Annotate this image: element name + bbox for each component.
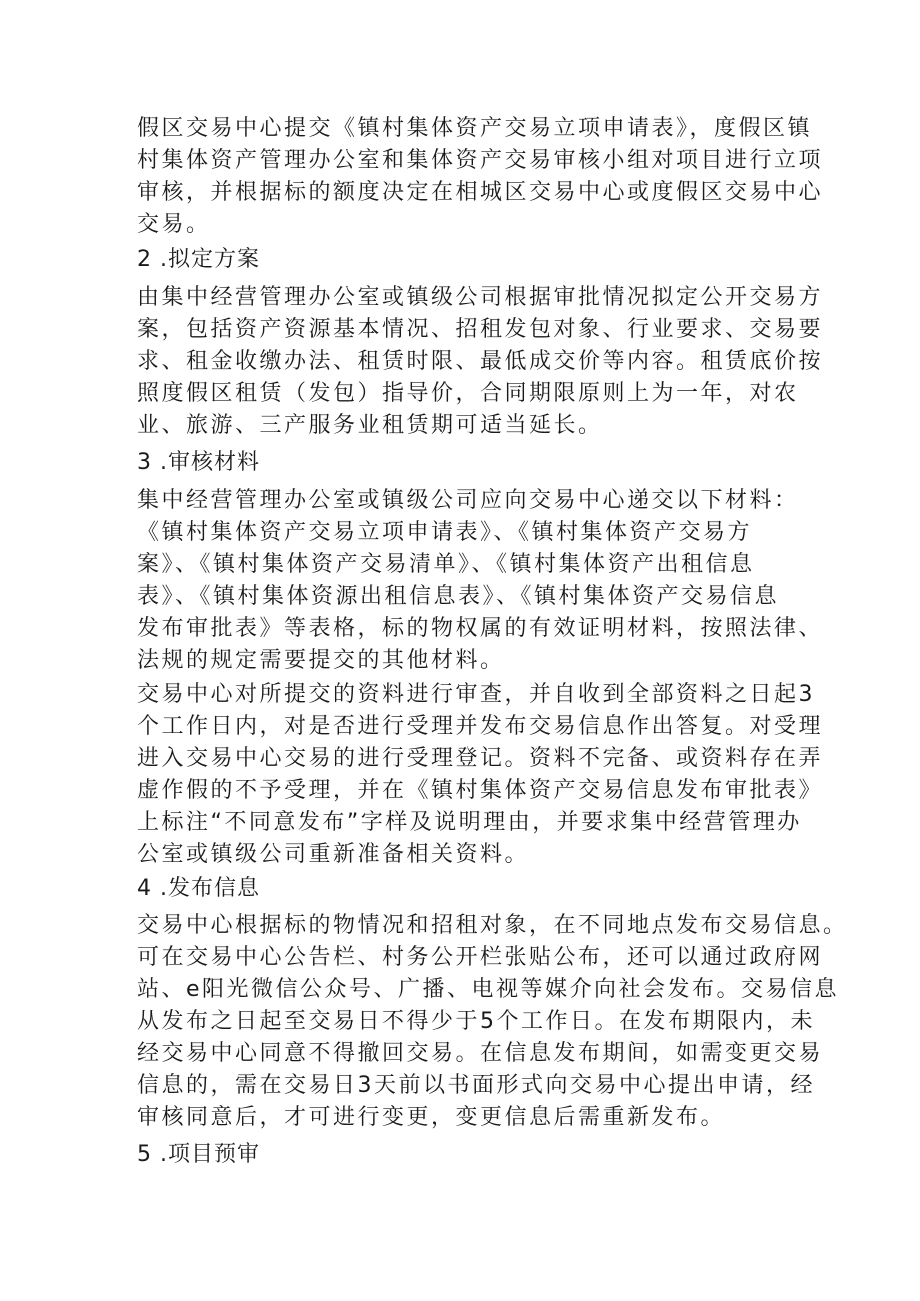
paragraph-line: 审核同意后，才可进行变更，变更信息后需重新发布。 bbox=[137, 1105, 726, 1130]
paragraph-line: 虚作假的不予受理，并在《镇村集体资产交易信息发布审批表》 bbox=[137, 778, 824, 803]
paragraph-line: 审核，并根据标的额度决定在相城区交易中心或度假区交易中心 bbox=[137, 180, 824, 205]
paragraph-line: 发布审批表》等表格，标的物权属的有效证明材料，按照法律、 bbox=[137, 616, 824, 641]
paragraph-line: 交易中心根据标的物情况和招租对象，在不同地点发布交易信息。 bbox=[137, 913, 848, 938]
paragraph-line: 求、租金收缴办法、租赁时限、最低成交价等内容。租赁底价按 bbox=[137, 349, 824, 374]
paragraph-line: 个工作日内，对是否进行受理并发布交易信息作出答复。对受理 bbox=[137, 714, 824, 739]
paragraph-line: 法规的规定需要提交的其他材料。 bbox=[137, 648, 505, 673]
paragraph-line: 公室或镇级公司重新准备相关资料。 bbox=[137, 842, 530, 867]
paragraph-line: 村集体资产管理办公室和集体资产交易审核小组对项目进行立项 bbox=[137, 148, 824, 173]
paragraph-line: 上标注“不同意发布”字样及说明理由，并要求集中经营管理办 bbox=[137, 810, 802, 835]
paragraph-line: 《镇村集体资产交易立项申请表》、《镇村集体资产交易方 bbox=[137, 520, 753, 545]
paragraph-line: 从发布之日起至交易日不得少于5个工作日。在发布期限内，未 bbox=[137, 1009, 815, 1034]
paragraph-line: 信息的，需在交易日3天前以书面形式向交易中心提出申请，经 bbox=[137, 1073, 815, 1098]
paragraph-line: 进入交易中心交易的进行受理登记。资料不完备、或资料存在弄 bbox=[137, 746, 824, 771]
paragraph-line: 业、旅游、三产服务业租赁期可适当延长。 bbox=[137, 413, 603, 438]
paragraph-line: 表》、《镇村集体资源出租信息表》、《镇村集体资产交易信息 bbox=[137, 584, 780, 609]
paragraph-line: 假区交易中心提交《镇村集体资产交易立项申请表》，度假区镇 bbox=[137, 116, 813, 141]
paragraph-line: 交易。 bbox=[137, 212, 211, 237]
paragraph-line: 照度假区租赁（发包）指导价，合同期限原则上为一年，对农 bbox=[137, 381, 799, 406]
paragraph-line: 经交易中心同意不得撤回交易。在信息发布期间，如需变更交易 bbox=[137, 1041, 824, 1066]
section-heading: 4 .发布信息 bbox=[137, 876, 260, 901]
paragraph-line: 案，包括资产资源基本情况、招租发包对象、行业要求、交易要 bbox=[137, 317, 824, 342]
paragraph-line: 集中经营管理办公室或镇级公司应向交易中心递交以下材料： bbox=[137, 488, 799, 513]
paragraph-line: 案》、《镇村集体资产交易清单》、《镇村集体资产出租信息 bbox=[137, 552, 755, 577]
paragraph-line: 可在交易中心公告栏、村务公开栏张贴公布，还可以通过政府网 bbox=[137, 945, 824, 970]
section-heading: 2 .拟定方案 bbox=[137, 247, 260, 272]
paragraph-line: 由集中经营管理办公室或镇级公司根据审批情况拟定公开交易方 bbox=[137, 285, 824, 310]
paragraph-line: 站、e阳光微信公众号、广播、电视等媒介向社会发布。交易信息 bbox=[137, 977, 840, 1002]
section-heading: 5 .项目预审 bbox=[137, 1142, 260, 1167]
paragraph-line: 交易中心对所提交的资料进行审查，并自收到全部资料之日起3 bbox=[137, 682, 815, 707]
section-heading: 3 .审核材料 bbox=[137, 450, 260, 475]
